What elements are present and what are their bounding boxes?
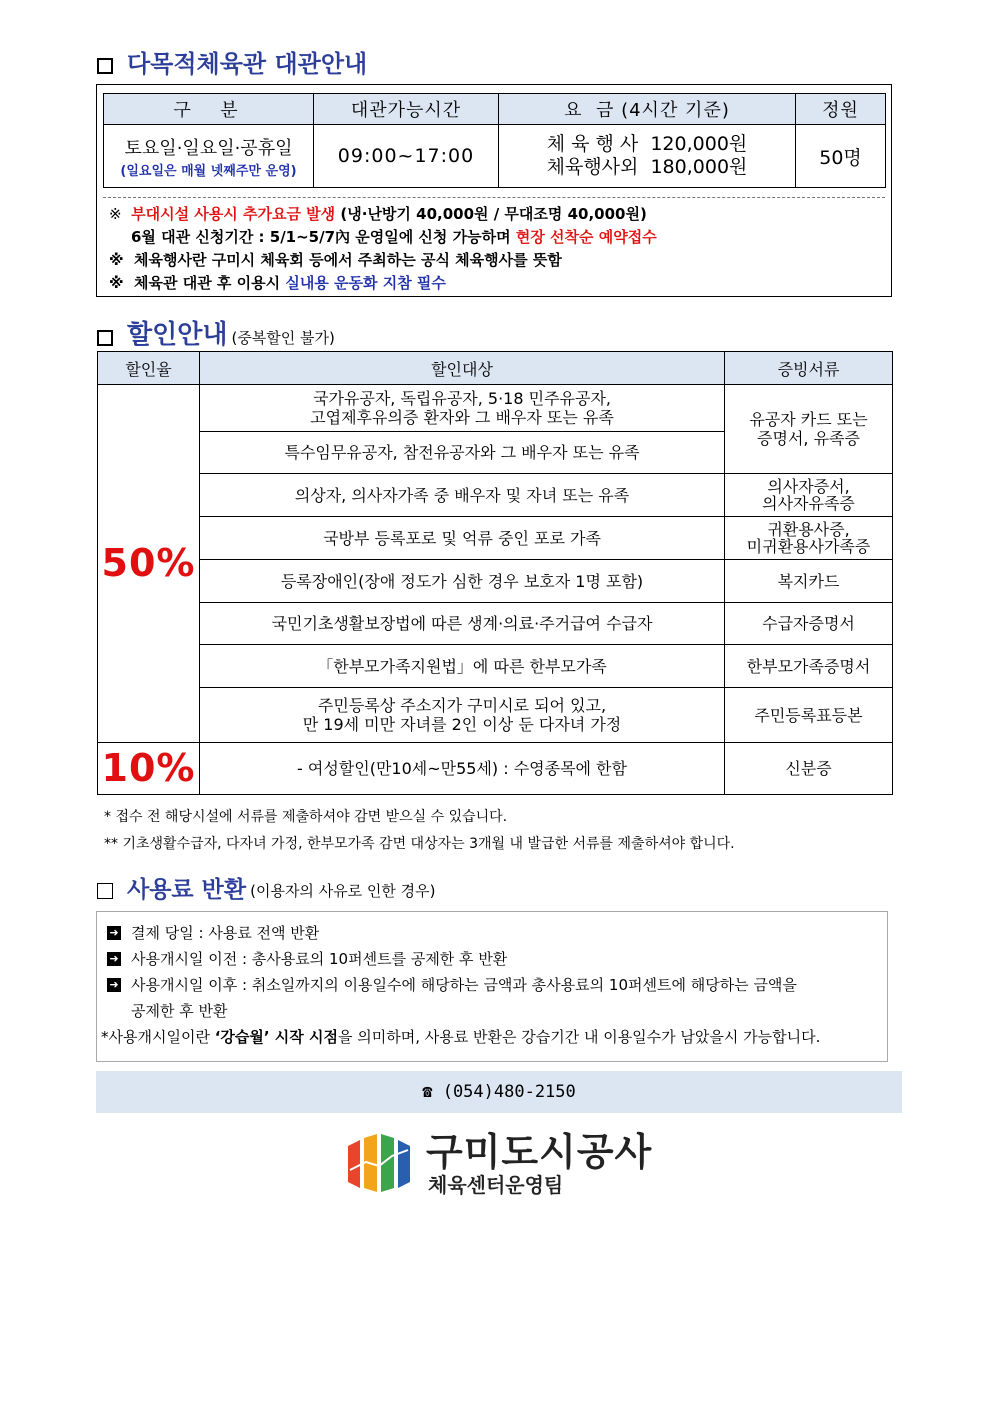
- header-time: 대관가능시간: [314, 94, 499, 125]
- refund-item-text: 사용개시일 이후 : 취소일까지의 이용일수에 해당하는 금액과 총사용료의 10퍼센트에 해당하는 금액을: [131, 976, 797, 994]
- rate-50: 50%: [98, 385, 200, 743]
- cell-days: [104, 125, 314, 188]
- days-text: 토요일·일요일·공휴일: [124, 137, 293, 159]
- note-period-red: 현장 선착순 예약접수: [515, 228, 657, 246]
- cell-fee: [499, 125, 796, 188]
- refund-item: [107, 972, 887, 998]
- section-subtitle: (중복할인 불가): [231, 329, 335, 347]
- discount-proof: 복지카드: [725, 560, 893, 603]
- note-application-period: [103, 226, 885, 249]
- section-title: 다목적체육관 대관안내: [127, 50, 368, 78]
- note-event-definition: ※ 체육행사란 구미시 체육회 등에서 주최하는 공식 체육행사를 뜻함: [109, 251, 562, 269]
- header-proof: 증빙서류: [725, 352, 893, 385]
- section-title: 사용료 반환: [127, 877, 247, 903]
- header-rate: 할인율: [98, 352, 200, 385]
- company-logo: [346, 1131, 652, 1197]
- discount-table: [97, 351, 893, 795]
- arrow-right-icon: ➜: [107, 952, 121, 966]
- note-period-text: 6월 대관 신청기간 : 5/1~5/7內 운영일에 신청 가능하며: [131, 228, 516, 246]
- section-rental-heading: [97, 44, 367, 79]
- discount-target: 국가유공자, 독립유공자, 5·18 민주유공자, 고엽제후유의증 환자와 그 배우자 또는 유족: [200, 385, 725, 432]
- days-note: (일요일은 매월 넷째주만 운영): [120, 163, 297, 179]
- note-shoes-blue: 실내용 운동화 지참 필수: [285, 274, 446, 292]
- arrow-right-icon: ➜: [107, 978, 121, 992]
- note-extra-fee: [103, 203, 885, 226]
- discount-target: - 여성할인(만10세~만55세) : 수영종목에 한함: [200, 743, 725, 795]
- section-discount-heading: [97, 314, 335, 351]
- note-extra-fee-detail: (냉·난방기 40,000원 / 무대조명 40,000원): [335, 205, 647, 223]
- refund-note-bold: ‘강습월’ 시작 시점: [214, 1028, 338, 1046]
- discount-proof: 유공자 카드 또는 증명서, 유족증: [725, 385, 893, 474]
- refund-note: [101, 1024, 887, 1050]
- fee-other: 체육행사외 180,000원: [546, 156, 748, 178]
- section-subtitle: (이용자의 사유로 인한 경우): [250, 882, 436, 900]
- rental-info-box: [96, 84, 892, 297]
- discount-proof: 한부모가족증명서: [725, 645, 893, 688]
- discount-target: 등록장애인(장애 정도가 심한 경우 보호자 1명 포함): [200, 560, 725, 603]
- discount-footnote-1: * 접수 전 해당시설에 서류를 제출하셔야 감면 받으실 수 있습니다.: [104, 809, 508, 825]
- discount-proof: 주민등록표등본: [725, 688, 893, 743]
- discount-proof: 귀환용사증, 미귀환용사가족증: [725, 517, 893, 560]
- checkbox-square-icon: [97, 58, 113, 74]
- section-refund-heading: [97, 871, 436, 904]
- checkbox-square-icon: [97, 330, 113, 346]
- rental-table: [103, 93, 886, 188]
- discount-target: 국민기초생활보장법에 따른 생계·의료·주거급여 수급자: [200, 603, 725, 645]
- discount-target: 주민등록상 주소지가 구미시로 되어 있고, 만 19세 미만 자녀를 2인 이상 둔 다자녀 가정: [200, 688, 725, 743]
- refund-item-text: 결제 당일 : 사용료 전액 반환: [131, 924, 320, 942]
- phone-bar: [96, 1071, 902, 1113]
- header-category: 구 분: [104, 94, 314, 125]
- fee-event: 체 육 행 사 120,000원: [546, 133, 748, 155]
- logo-company-name: 구미도시공사: [426, 1130, 653, 1174]
- section-title: 할인안내: [127, 320, 228, 350]
- refund-box: [96, 911, 888, 1062]
- discount-footnote-2: ** 기초생활수급자, 다자녀 가정, 한부모가족 감면 대상자는 3개월 내 발급한 서류를 제출하셔야 합니다.: [104, 836, 735, 852]
- logo-team-name: 체육센터운영팀: [428, 1173, 564, 1197]
- header-target: 할인대상: [200, 352, 725, 385]
- header-fee: 요 금 (4시간 기준): [499, 94, 796, 125]
- discount-proof: 수급자증명서: [725, 603, 893, 645]
- refund-item-continued: 공제한 후 반환: [131, 1002, 228, 1020]
- header-capacity: 정원: [796, 94, 886, 125]
- refund-item: [107, 920, 887, 946]
- discount-proof: 의사자증서, 의사자유족증: [725, 474, 893, 517]
- refund-item-text: 사용개시일 이전 : 총사용료의 10퍼센트를 공제한 후 반환: [131, 950, 508, 968]
- checkbox-square-icon: [97, 883, 113, 899]
- logo-mark-icon: [346, 1132, 412, 1196]
- discount-proof: 신분증: [725, 743, 893, 795]
- note-shoes-text: ※ 체육관 대관 후 이용시: [109, 274, 286, 292]
- rental-notes: [103, 197, 885, 295]
- cell-capacity: 50명: [796, 125, 886, 188]
- note-shoes: [103, 272, 885, 295]
- refund-note-text: *사용개시일이란: [101, 1028, 215, 1046]
- discount-target: 특수임무유공자, 참전유공자와 그 배우자 또는 유족: [200, 432, 725, 474]
- cell-time: 09:00~17:00: [314, 125, 499, 188]
- note-extra-fee-red: 부대시설 사용시 추가요금 발생: [131, 205, 336, 223]
- note-mark: ※: [109, 205, 122, 223]
- arrow-right-icon: ➜: [107, 926, 121, 940]
- refund-item: [107, 946, 887, 972]
- refund-note-rest: 을 의미하며, 사용료 반환은 강습기간 내 이용일수가 남았을시 가능합니다.: [337, 1028, 821, 1046]
- discount-target: 「한부모가족지원법」에 따른 한부모가족: [200, 645, 725, 688]
- phone-number: ☎ (054)480-2150: [422, 1082, 576, 1102]
- rate-10: 10%: [98, 743, 200, 795]
- discount-target: 국방부 등록포로 및 억류 중인 포로 가족: [200, 517, 725, 560]
- discount-target: 의상자, 의사자가족 중 배우자 및 자녀 또는 유족: [200, 474, 725, 517]
